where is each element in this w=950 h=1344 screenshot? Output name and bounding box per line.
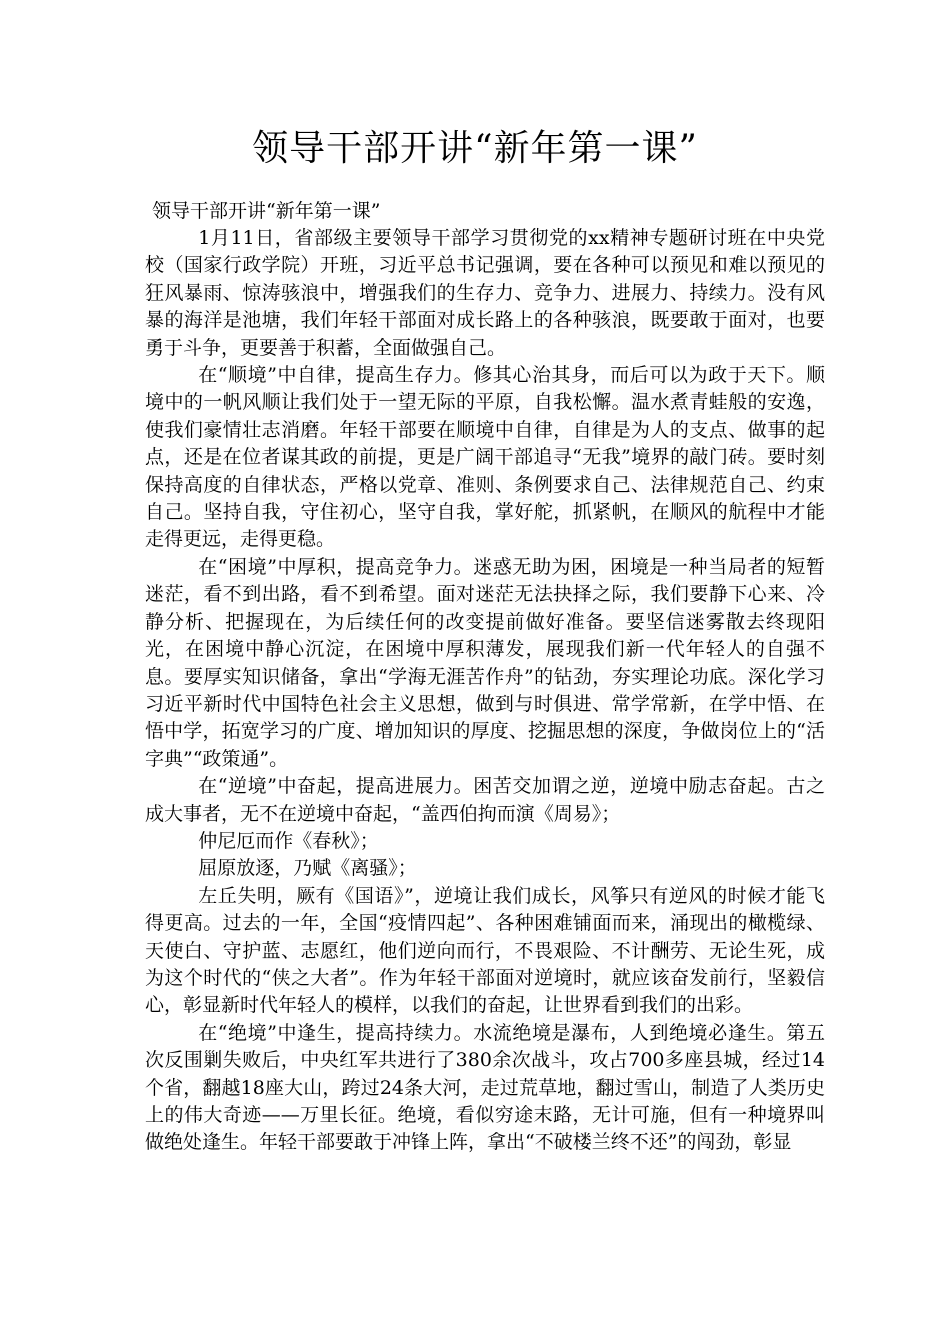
paragraph: 1月11日，省部级主要领导干部学习贯彻党的xx精神专题研讨班在中央党校（国家行政学院）开班，习近平总书记强调，要在各种可以预见和难以预见的狂风暴雨、惊涛骇浪中，增强我们的生存力、竞争力、进展力、持续力。没有风暴的海洋是池塘，我们年轻干部面对成长路上的各种骇浪，既要敢于面对，也要勇于斗争，更要善于积蓄，全面做强自己。 bbox=[145, 227, 825, 359]
paragraph: 在“逆境”中奋起，提高进展力。困苦交加谓之逆，逆境中励志奋起。古之成大事者，无不在逆境中奋起，“盖西伯拘而演《周易》； bbox=[145, 775, 825, 825]
paragraph: 屈原放逐，乃赋《离骚》； bbox=[198, 857, 417, 880]
document-body bbox=[145, 225, 825, 1157]
document-subtitle: 领导干部开讲“新年第一课” bbox=[152, 200, 381, 222]
paragraph: 在“绝境”中逢生，提高持续力。水流绝境是瀑布，人到绝境必逢生。第五次反围剿失败后，中央红军共进行了380余次战斗，攻占700多座县城，经过14个省，翻越18座大山，跨过24条大河，走过荒草地，翻过雪山，制造了人类历史上的伟大奇迹——万里长征。绝境，看似穷途末路，无计可施，但有一种境界叫做绝处逢生。年轻干部要敢于冲锋上阵，拿出“不破楼兰终不还”的闯劲，彰显 bbox=[145, 1021, 825, 1154]
paragraph: 仲尼厄而作《春秋》； bbox=[198, 829, 379, 852]
paragraph: 在“顺境”中自律，提高生存力。修其心治其身，而后可以为政于天下。顺境中的一帆风顺让我们处于一望无际的平原，自我松懈。温水煮青蛙般的安逸，使我们豪情壮志消磨。年轻干部要在顺境中自律，自律是为人的支点、做事的起点，还是在位者谋其政的前提，更是广阔干部追寻“无我”境界的敲门砖。要时刻保持高度的自律状态，严格以党章、准则、条例要求自己、法律规范自己、约束自己。坚持自我，守住初心，坚守自我，掌好舵，抓紧帆，在顺风的航程中才能走得更远，走得更稳。 bbox=[145, 364, 825, 551]
paragraph: 在“困境”中厚积，提高竞争力。迷惑无助为困，困境是一种当局者的短暂迷茫，看不到出路，看不到希望。面对迷茫无法抉择之际，我们要静下心来、冷静分析、把握现在，为后续任何的改变提前做好准备。要坚信迷雾散去终现阳光，在困境中静心沉淀，在困境中厚积薄发，展现我们新一代年轻人的自强不息。要厚实知识储备，拿出“学海无涯苦作舟”的钻劲，夯实理论功底。深化学习习近平新时代中国特色社会主义思想，做到与时俱进、常学常新，在学中悟、在悟中学，拓宽学习的广度、增加知识的厚度、挖掘思想的深度，争做岗位上的“活字典”“政策通”。 bbox=[145, 555, 825, 770]
paragraph: 左丘失明，厥有《国语》”，逆境让我们成长，风筝只有逆风的时候才能飞得更高。过去的一年，全国“疫情四起”、各种困难铺面而来，涌现出的橄榄绿、天使白、守护蓝、志愿红，他们逆向而行，不畏艰险、不计酬劳、无论生死，成为这个时代的“侠之大者”。作为年轻干部面对逆境时，就应该奋发前行，坚毅信心，彰显新时代年轻人的模样，以我们的奋起，让世界看到我们的出彩。 bbox=[145, 884, 825, 1017]
document-title: 领导干部开讲“新年第一课” bbox=[252, 128, 698, 169]
